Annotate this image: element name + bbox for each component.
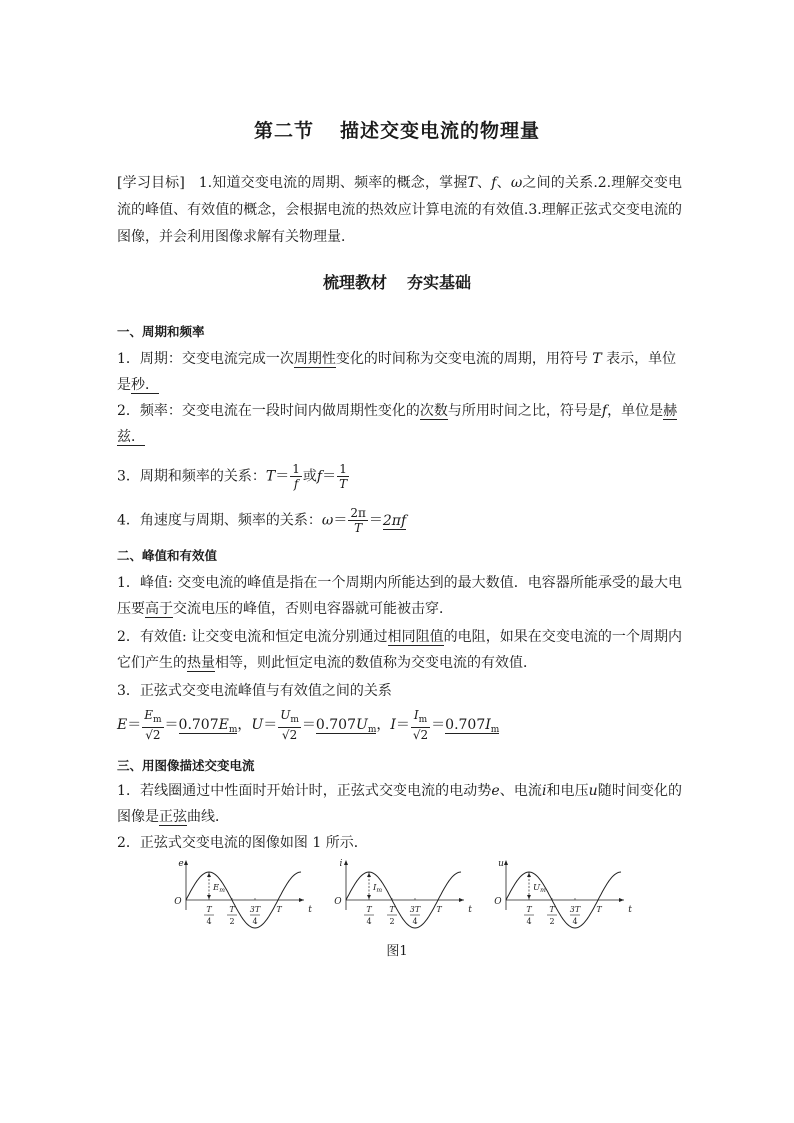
fraction xyxy=(348,506,368,535)
equals: ＝ xyxy=(395,717,410,733)
figure-caption: 图1 xyxy=(386,944,408,959)
subscript: m xyxy=(418,715,428,725)
denominator: √2 xyxy=(412,728,429,742)
symbol-E: E xyxy=(218,717,229,733)
objectives-tag: [学习目标] xyxy=(117,175,185,191)
tick-label-num: T xyxy=(549,905,555,914)
fraction xyxy=(411,708,430,742)
text: 或 xyxy=(302,468,317,485)
paragraph-effective xyxy=(117,624,682,676)
separator: 、 xyxy=(476,175,492,191)
text: 表示，单位 xyxy=(606,351,677,367)
text: 4．角速度与周期、频率的关系： xyxy=(117,512,322,529)
t-axis-label: t xyxy=(468,905,472,915)
answer-blank: 高于 xyxy=(145,601,173,617)
tick-label-den: 4 xyxy=(206,917,212,926)
paragraph-sine-curve xyxy=(117,778,682,830)
symbol-I: I xyxy=(390,717,396,733)
denominator: √2 xyxy=(281,728,298,742)
objectives-text: 1.知道交变电流的周期、频率的概念，掌握 xyxy=(198,175,468,191)
equals: ＝ xyxy=(333,512,348,529)
peak-arrow xyxy=(367,873,371,877)
denominator: T xyxy=(339,477,348,491)
separator: 、 xyxy=(496,175,511,191)
answer-blank xyxy=(445,717,499,734)
subscript: m xyxy=(153,715,162,725)
paragraph-frequency xyxy=(117,398,682,450)
section-subtitle xyxy=(0,270,794,293)
symbol-e: e xyxy=(491,783,500,799)
origin-label: O xyxy=(494,897,502,907)
paragraph-peak xyxy=(117,570,682,622)
tick-label-den: 2 xyxy=(389,917,395,926)
symbol-f: f xyxy=(316,468,323,485)
peak-label: $E_m$ xyxy=(213,883,225,894)
answer-blank: 兹． xyxy=(117,429,145,445)
tick-label-T: T xyxy=(276,905,282,914)
tick-label-den: 4 xyxy=(526,917,532,926)
subscript: m xyxy=(367,725,377,735)
text: 和电压 xyxy=(546,783,589,799)
formula-effective-values xyxy=(117,708,682,747)
answer-blank: 赫 xyxy=(663,403,678,419)
coefficient: 0.707 xyxy=(315,717,356,733)
page-title xyxy=(0,116,794,143)
denominator: √2 xyxy=(145,728,161,742)
comma: ， xyxy=(237,717,252,733)
text: 随时间变化的图像是 xyxy=(117,783,683,825)
tick-label-T: T xyxy=(596,905,602,914)
text: 变化的时间称为交变电流的周期，用符号 xyxy=(335,351,588,367)
heading-graph-description: 三、用图像描述交变电流 xyxy=(117,758,255,773)
text: 1．若线圈通过中性面时开始计时，正弦式交变电流的电动势 xyxy=(117,783,492,799)
symbol-T: T xyxy=(265,468,276,485)
paragraph-angular-velocity xyxy=(117,506,682,535)
tick-label-num: T xyxy=(366,905,372,914)
tick-label-num: T xyxy=(526,905,532,914)
text: 的电阻，如果在交变电流的一个周期内它们产生的 xyxy=(117,629,683,671)
text: ，单位是 xyxy=(607,403,664,419)
tick-label-den: 4 xyxy=(572,917,578,926)
equals: ＝ xyxy=(263,717,278,733)
equals: ＝ xyxy=(431,717,446,733)
t-axis-arrow xyxy=(459,898,464,902)
tick-label-den: 4 xyxy=(252,917,258,926)
tick-label-den: 4 xyxy=(412,917,418,926)
text: 是 xyxy=(117,377,131,393)
coefficient: 0.707 xyxy=(445,717,486,733)
answer-blank: 正弦 xyxy=(159,809,187,825)
sine-graphs-svg xyxy=(0,858,794,938)
coefficient: 0.707 xyxy=(178,717,219,733)
symbol-E: E xyxy=(144,708,153,722)
peak-arrow xyxy=(527,873,531,877)
peak-subscript: m xyxy=(540,887,546,894)
y-axis-arrow xyxy=(344,860,348,865)
fraction xyxy=(337,462,349,491)
t-axis-arrow xyxy=(299,898,304,902)
answer-blank: 2πf xyxy=(382,512,407,529)
y-axis-label: e xyxy=(178,859,184,869)
subscript: m xyxy=(490,725,500,735)
symbol-E: E xyxy=(117,717,128,733)
numerator xyxy=(411,708,430,728)
equals: ＝ xyxy=(164,717,179,733)
text: 2．频率：交变电流在一段时间内做周期性变化的 xyxy=(117,403,420,419)
symbol-omega: ω xyxy=(321,512,334,529)
symbol-i: i xyxy=(541,783,547,799)
peak-label: $I_m$ xyxy=(373,883,383,894)
answer-blank: 次数 xyxy=(419,403,448,419)
peak-arrow xyxy=(207,873,211,877)
subtitle-part2: 夯实基础 xyxy=(407,273,472,292)
equals: ＝ xyxy=(127,717,142,733)
answer-blank: 相同阻值 xyxy=(387,629,444,645)
symbol-T: T xyxy=(592,351,602,367)
equals: ＝ xyxy=(301,717,316,733)
tick-label-num: T xyxy=(229,905,235,914)
numerator xyxy=(142,708,163,728)
text: 、电流 xyxy=(499,783,542,799)
symbol-T: T xyxy=(467,175,477,191)
tick-label-den: 2 xyxy=(229,917,235,926)
heading-peak-effective: 二、峰值和有效值 xyxy=(117,548,218,563)
text: 与所用时间之比，符号是 xyxy=(447,403,602,419)
figure-sine-graphs xyxy=(0,858,794,938)
numerator xyxy=(278,708,301,728)
title-topic: 描述交变电流的物理量 xyxy=(340,120,541,142)
symbol-U: U xyxy=(251,717,264,733)
equals: ＝ xyxy=(322,468,337,485)
text: 相等，则此恒定电流的数值称为交变电流的有效值． xyxy=(215,655,537,671)
tick-label-num: 3T xyxy=(569,905,581,914)
tick-label-num: 3T xyxy=(409,905,421,914)
equals: ＝ xyxy=(275,468,290,485)
heading-period-frequency: 一、周期和频率 xyxy=(117,324,205,339)
text: 2．有效值: 让交变电流和恒定电流分别通过 xyxy=(117,629,388,645)
peak-subscript: m xyxy=(219,887,225,894)
learning-objectives xyxy=(117,170,682,251)
denominator: T xyxy=(354,521,363,535)
y-axis-label: i xyxy=(339,859,343,869)
symbol-f: f xyxy=(491,175,497,191)
answer-blank xyxy=(316,717,376,734)
answer-blank xyxy=(179,717,238,734)
numerator: 1 xyxy=(337,462,349,477)
answer-blank: 热量 xyxy=(187,655,215,671)
numerator: 1 xyxy=(292,462,300,476)
tick-label-den: 2 xyxy=(549,917,555,926)
symbol-f: f xyxy=(601,403,608,419)
text: 3．周期和频率的关系： xyxy=(117,468,266,485)
denominator: f xyxy=(293,477,299,491)
title-section-number: 第二节 xyxy=(253,120,314,142)
peak-subscript: m xyxy=(376,887,383,894)
fraction xyxy=(290,462,302,491)
peak-label: $U_m$ xyxy=(533,883,546,894)
paragraph-relation: 3．正弦式交变电流峰值与有效值之间的关系 xyxy=(117,683,392,699)
t-axis-label: t xyxy=(628,905,632,915)
comma: ， xyxy=(376,717,391,733)
subtitle-part1: 梳理教材 xyxy=(322,273,387,292)
symbol-I: I xyxy=(413,708,419,722)
paragraph-period xyxy=(117,346,682,398)
symbol-I: I xyxy=(485,717,491,733)
text: 1．峰值: 交变电流的峰值是指在一个周期内所能达到的最大数值．电容器所能承受的最大电压要 xyxy=(117,575,682,617)
t-axis-arrow xyxy=(619,898,624,902)
symbol-omega: ω xyxy=(510,175,523,191)
text: 交流电压的峰值，否则电容器就可能被击穿． xyxy=(173,601,453,617)
objectives-text: 之间的关系.2.理解交变电流的峰值、有效值的概念，会根据电流的热效应计算电流的有效值.3.理解正弦式交变电流的图像，并会利用图像求解有关物理量． xyxy=(117,175,683,245)
tick-label-den: 4 xyxy=(366,917,372,926)
y-axis-arrow xyxy=(184,860,188,865)
text: 曲线． xyxy=(187,809,229,825)
numerator: 2π xyxy=(350,506,366,520)
paragraph-period-frequency-relation xyxy=(117,462,682,491)
answer-blank: 周期性 xyxy=(293,351,336,367)
fraction xyxy=(278,708,301,742)
t-axis-label: t xyxy=(308,905,312,915)
symbol-u: u xyxy=(588,783,598,799)
tick-label-num: T xyxy=(389,905,395,914)
symbol-U: U xyxy=(356,717,368,733)
subscript: m xyxy=(290,715,299,725)
equals: ＝ xyxy=(368,512,383,529)
origin-label: O xyxy=(334,897,342,907)
tick-label-num: T xyxy=(206,905,212,914)
paragraph-figure-ref: 2．正弦式交变电流的图像如图 1 所示． xyxy=(117,835,368,851)
tick-label-num: 3T xyxy=(249,905,261,914)
symbol-U: U xyxy=(280,708,291,722)
y-axis-arrow xyxy=(504,860,508,865)
tick-label-T: T xyxy=(436,905,442,914)
subscript: m xyxy=(228,725,238,735)
text: 1．周期：交变电流完成一次 xyxy=(117,351,294,367)
origin-label: O xyxy=(174,897,182,907)
y-axis-label: u xyxy=(498,859,504,869)
fraction xyxy=(142,708,163,742)
answer-blank: 秒． xyxy=(131,377,159,393)
